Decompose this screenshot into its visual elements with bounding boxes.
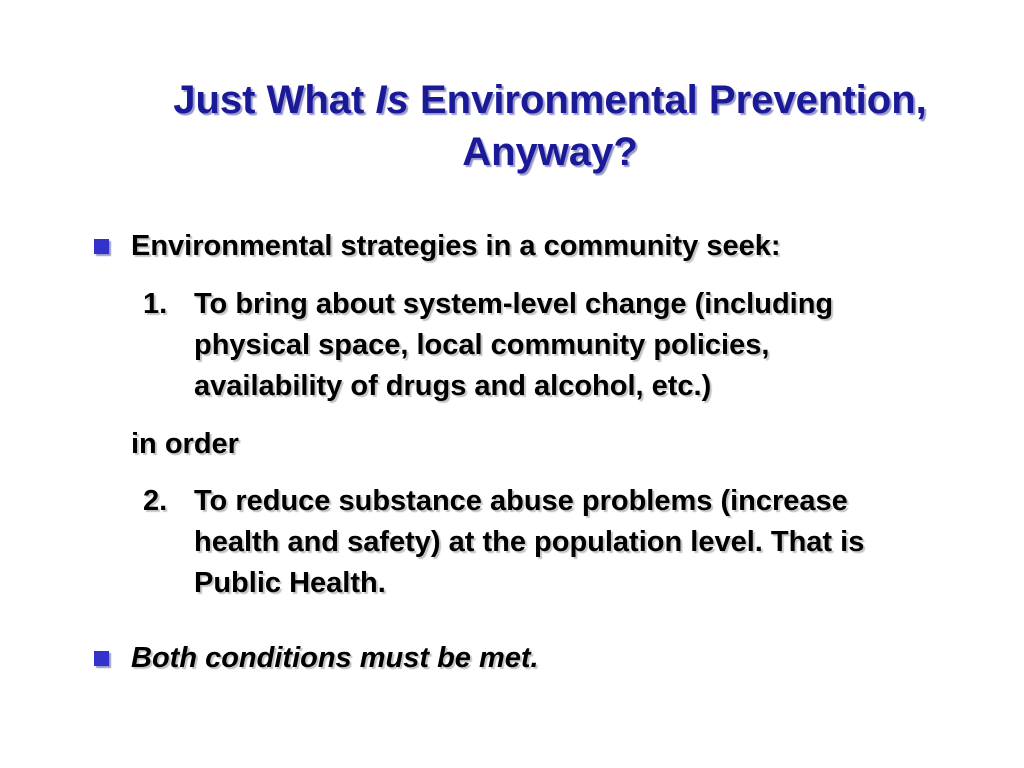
item-line: health and safety) at the population level. That is — [194, 526, 865, 558]
square-bullet-icon — [94, 651, 109, 666]
item-line: availability of drugs and alcohol, etc.) — [194, 370, 712, 402]
title-line-2: Anyway? — [462, 130, 638, 174]
item-text — [194, 284, 833, 407]
title-emphasis: Is — [375, 78, 409, 122]
slide-title — [60, 74, 1024, 178]
item-line: To bring about system-level change (including — [194, 288, 834, 320]
title-text-end: Environmental Prevention, — [408, 78, 927, 122]
bullet-item — [94, 640, 539, 676]
item-line: physical space, local community policies, — [194, 329, 770, 361]
connector-text: in order — [131, 428, 239, 460]
bullet-text: Both conditions must be met. — [131, 641, 539, 674]
title-text-start: Just What — [173, 78, 376, 122]
bullet-item — [94, 228, 780, 264]
item-number: 2. — [143, 485, 168, 517]
item-line: Public Health. — [194, 567, 386, 599]
item-line: To reduce substance abuse problems (increase — [194, 485, 848, 517]
item-number: 1. — [143, 288, 168, 320]
item-text — [194, 481, 864, 604]
bullet-text: Environmental strategies in a community seek: — [131, 229, 781, 262]
title-line-1 — [60, 74, 1024, 126]
square-bullet-icon — [94, 239, 109, 254]
